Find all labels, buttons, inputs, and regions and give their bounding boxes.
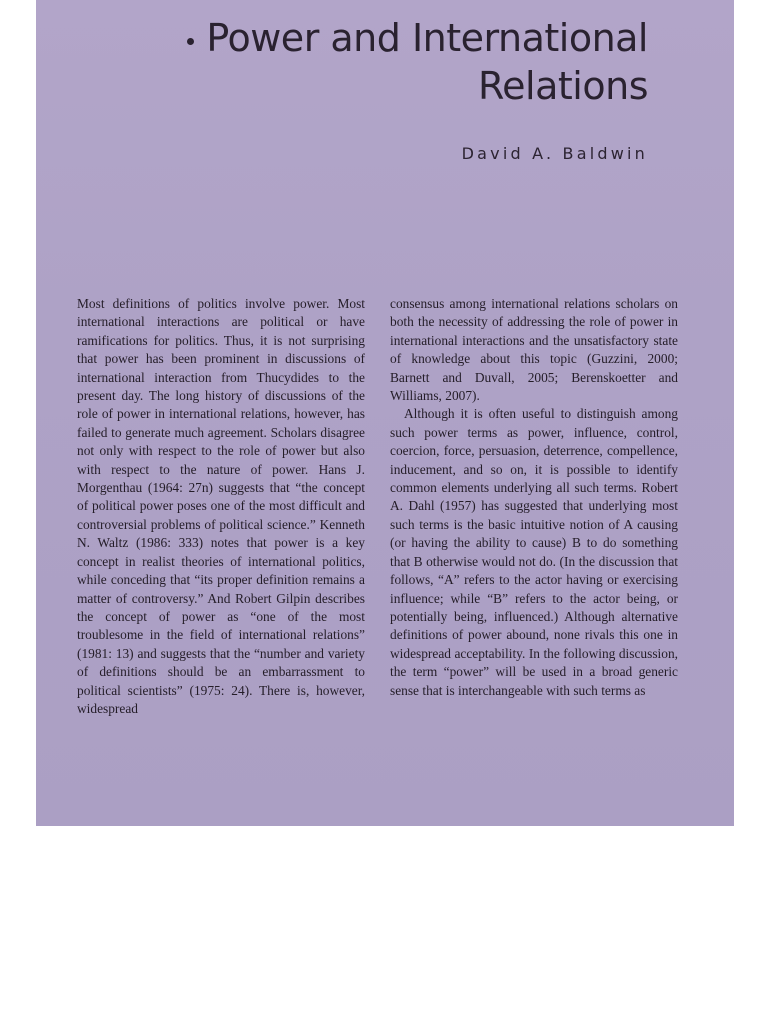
chapter-title-line-1: Power and International bbox=[206, 16, 648, 60]
paragraph: Most definitions of politics involve power. Most international interactions are political or have ramifications for politics. Thus, it is not surprising that power has been prominent in discussions of international interaction from Thucydides to the present day. The long history of discussions of the role of power in international relations, however, has failed to generate much agreement. Scholars disagree not only with respect to the role of power but also with respect to the nature of power. Hans J. Morgenthau (1964: 27n) suggests that “the concept of political power poses one of the most difficult and controversial problems of political science.” Kenneth N. Waltz (1986: 333) notes that power is a key concept in realist theories of international politics, while conceding that “its proper definition remains a matter of controversy.” And Robert Gilpin describes the concept of power as “one of the most troublesome in the field of international relations” (1981: 13) and suggests that the “number and variety of definitions should be an embarrassment to political scientists” (1975: 24). There is, however, widespread bbox=[77, 296, 365, 716]
body-column-right bbox=[390, 295, 678, 700]
chapter-title-line-2: Relations bbox=[477, 64, 648, 108]
title-bullet-mark bbox=[187, 38, 194, 45]
scanned-page bbox=[36, 0, 734, 826]
chapter-title bbox=[206, 14, 648, 110]
paragraph: consensus among international relations scholars on both the necessity of addressing the role of power in international interactions and the unsatisfactory state of knowledge about this topic (Guzzini, 2000; Barnett and Duvall, 2005; Berenskoetter and Williams, 2007). bbox=[390, 296, 678, 404]
body-column-left bbox=[77, 295, 365, 718]
paragraph: Although it is often useful to distinguish among such power terms as power, influence, control, coercion, force, persuasion, deterrence, compellence, inducement, and so on, it is possible to identify common elements underlying all such terms. Robert A. Dahl (1957) has suggested that underlying most such terms is the basic intuitive notion of A causing (or having the ability to cause) B to do something that B otherwise would not do. (In the discussion that follows, “A” refers to the actor having or exercising influence; while “B” refers to the actor being, or potentially being, influenced.) Although alternative definitions of power abound, none rivals this one in widespread acceptability. In the following discussion, the term “power” will be used in a broad generic sense that is interchangeable with such terms as bbox=[390, 406, 678, 698]
chapter-author: David A. Baldwin bbox=[461, 144, 648, 163]
